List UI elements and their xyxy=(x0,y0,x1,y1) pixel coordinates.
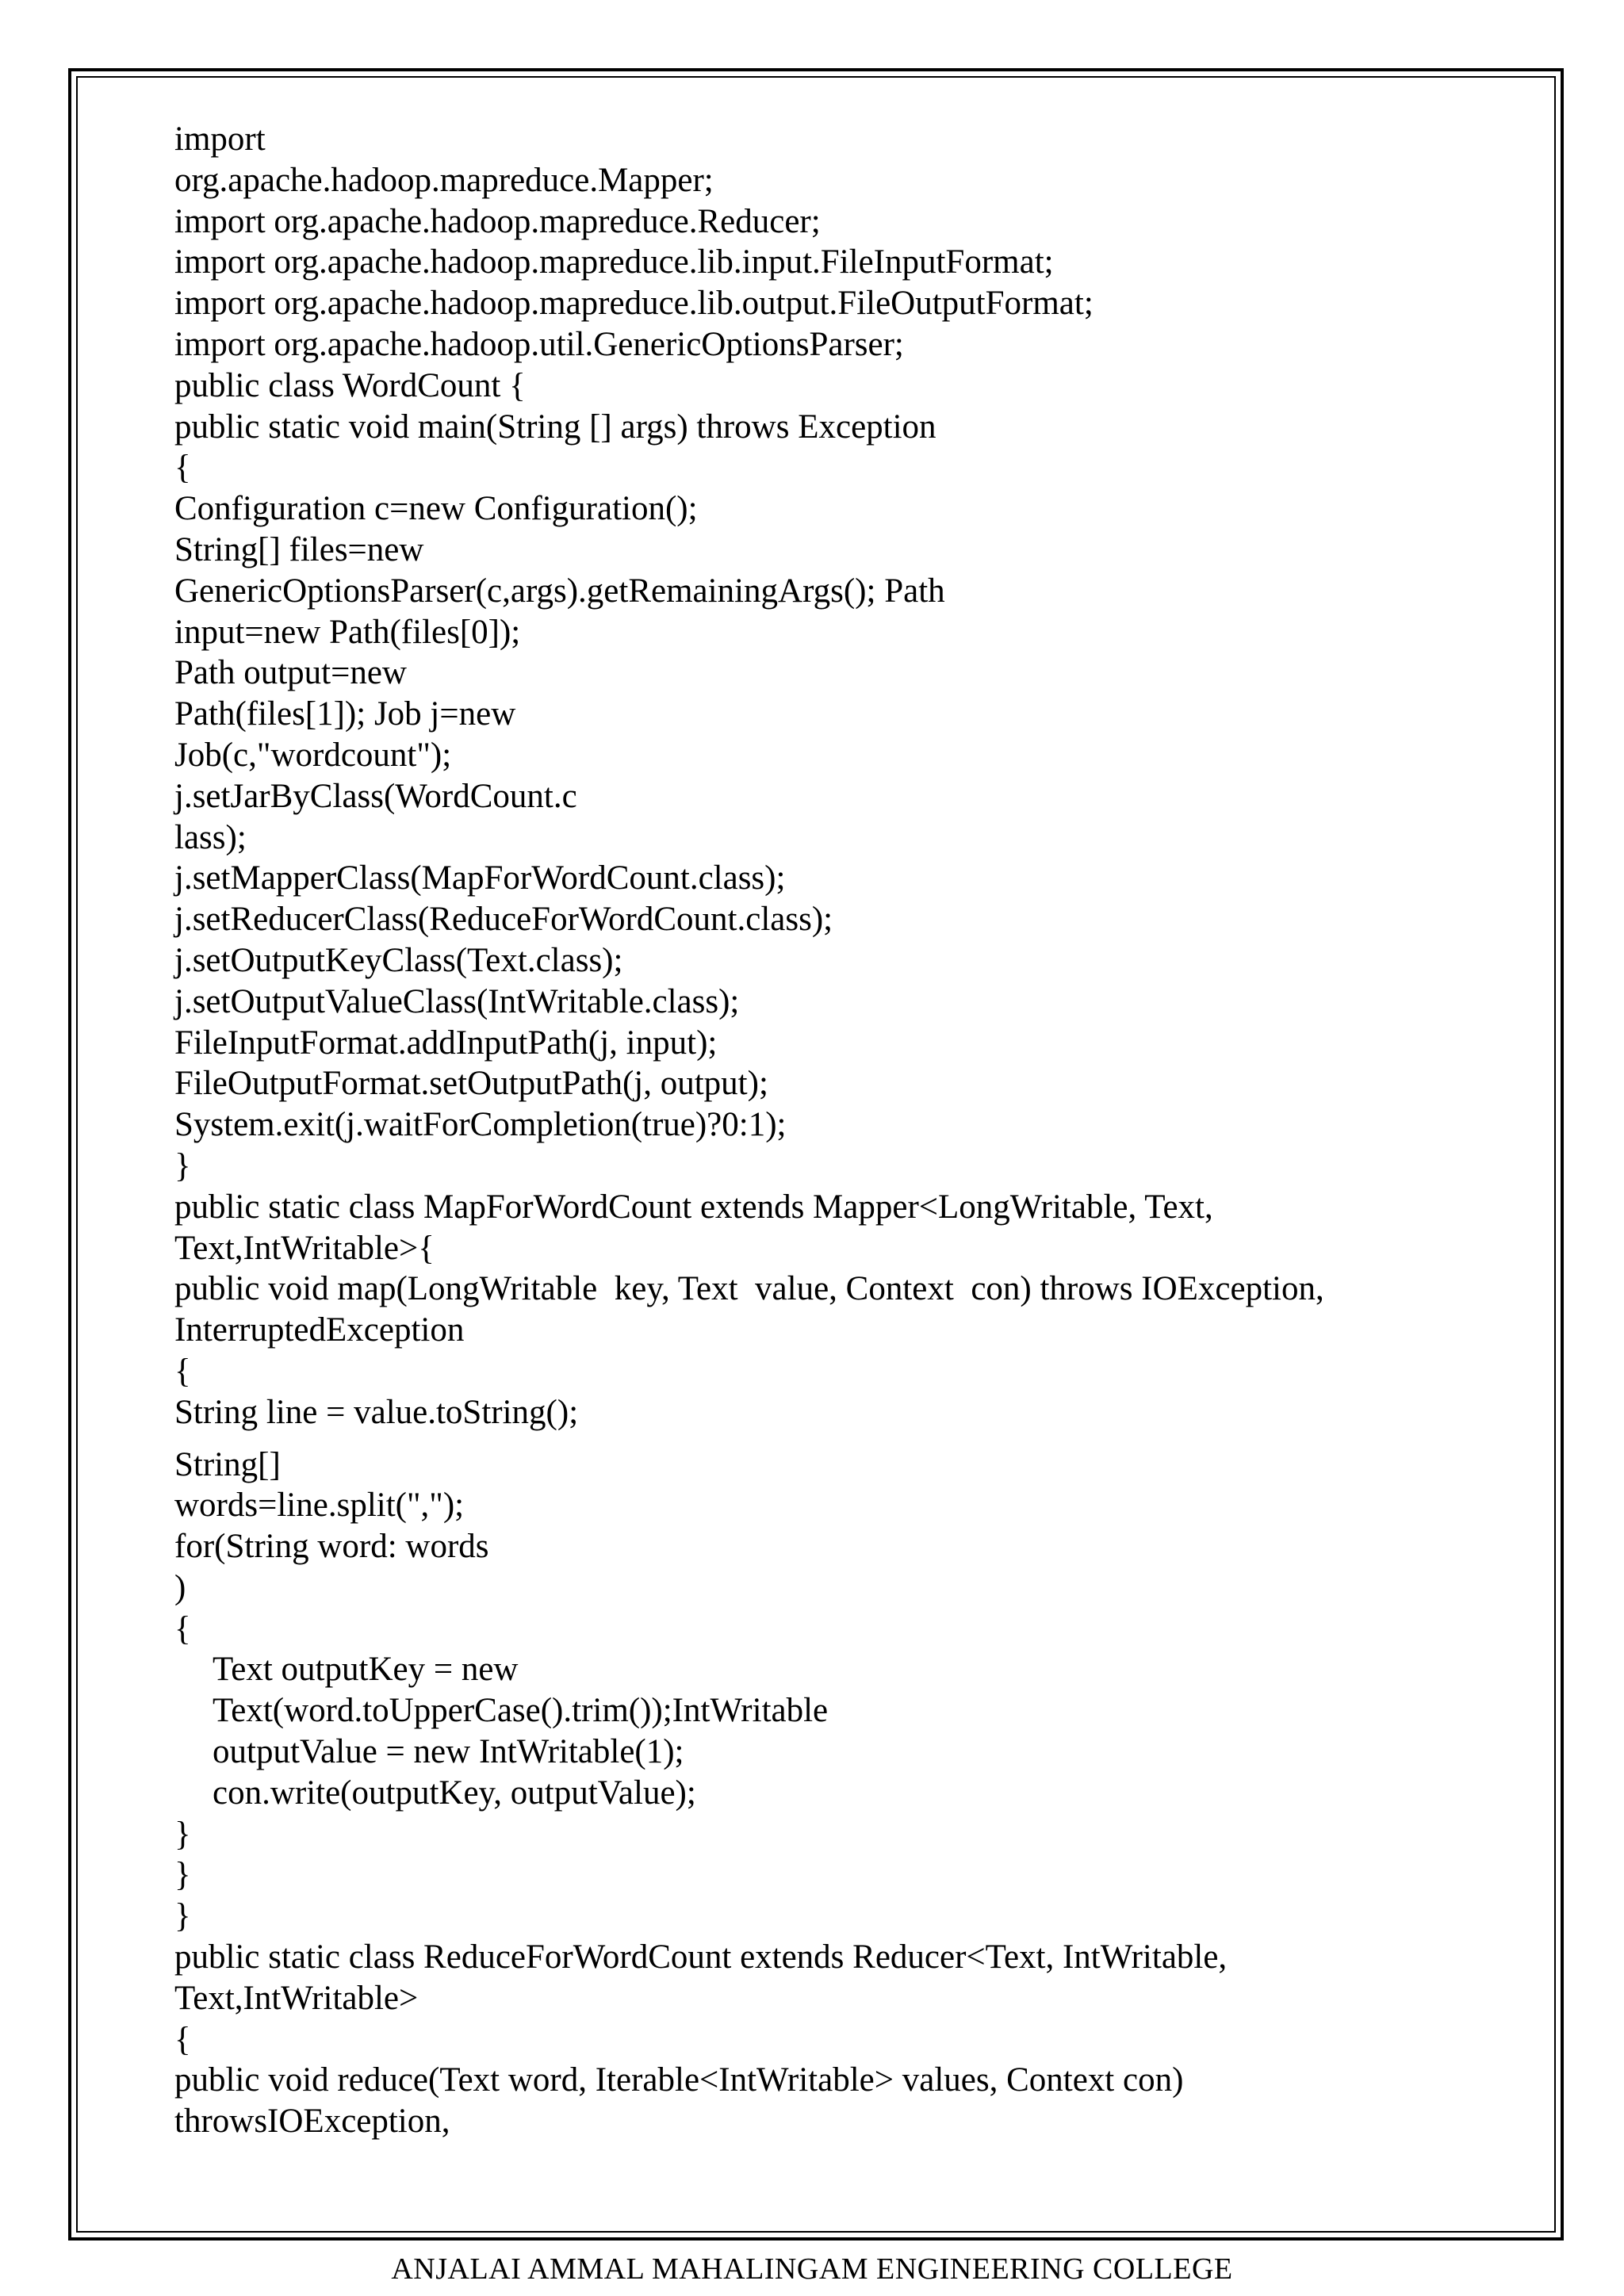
footer-institution-name: ANJALAI AMMAL MAHALINGAM ENGINEERING COLLEGE xyxy=(391,2252,1233,2286)
code-line: } xyxy=(174,1146,191,1184)
code-line: import org.apache.hadoop.mapreduce.lib.input.FileInputFormat; xyxy=(174,243,1054,281)
code-line: Text,IntWritable>{ xyxy=(174,1229,435,1267)
code-line: public static class ReduceForWordCount extends Reducer<Text, IntWritable, xyxy=(174,1938,1228,1976)
code-line: j.setJarByClass(WordCount.c xyxy=(174,777,577,815)
code-line: import org.apache.hadoop.util.GenericOptionsParser; xyxy=(174,325,904,363)
code-line: for(String word: words xyxy=(174,1528,489,1566)
code-line: Job(c,"wordcount"); xyxy=(174,736,452,774)
code-line: Configuration c=new Configuration(); xyxy=(174,490,698,528)
code-line: import org.apache.hadoop.mapreduce.lib.output.FileOutputFormat; xyxy=(174,285,1094,323)
code-line: String[] files=new xyxy=(174,530,424,568)
code-line: words=line.split(","); xyxy=(174,1487,465,1525)
code-line: org.apache.hadoop.mapreduce.Mapper; xyxy=(174,161,714,199)
code-line: GenericOptionsParser(c,args).getRemainingArgs(); Path xyxy=(174,572,945,610)
code-line: ) xyxy=(174,1568,186,1606)
code-line: outputValue = new IntWritable(1); xyxy=(213,1733,684,1771)
code-line: public class WordCount { xyxy=(174,366,526,404)
code-line: throwsIOException, xyxy=(174,2103,450,2141)
code-line: public static void main(String [] args) throws Exception xyxy=(174,408,936,446)
code-line: String[] xyxy=(174,1445,281,1483)
code-line: System.exit(j.waitForCompletion(true)?0:1); xyxy=(174,1106,787,1144)
code-line: } xyxy=(174,1815,191,1853)
code-line: j.setOutputKeyClass(Text.class); xyxy=(174,941,623,979)
code-line: FileInputFormat.addInputPath(j, input); xyxy=(174,1024,718,1062)
code-line: lass); xyxy=(174,818,247,856)
code-line: InterruptedException xyxy=(174,1311,465,1349)
code-line: { xyxy=(174,449,191,487)
code-line: } xyxy=(174,1897,191,1935)
code-line: public void reduce(Text word, Iterable<IntWritable> values, Context con) xyxy=(174,2061,1184,2099)
code-line: con.write(outputKey, outputValue); xyxy=(213,1774,696,1812)
code-line: FileOutputFormat.setOutputPath(j, output); xyxy=(174,1065,768,1103)
code-line: public static class MapForWordCount extends Mapper<LongWritable, Text, xyxy=(174,1188,1213,1226)
code-line: { xyxy=(174,2020,191,2058)
code-line: Text outputKey = new xyxy=(213,1651,519,1689)
code-line: } xyxy=(174,1856,191,1894)
code-line: { xyxy=(174,1352,191,1390)
code-line: j.setMapperClass(MapForWordCount.class); xyxy=(174,859,786,897)
code-line: j.setReducerClass(ReduceForWordCount.class); xyxy=(174,901,833,939)
code-line: Text(word.toUpperCase().trim());IntWritable xyxy=(213,1692,829,1730)
code-line: input=new Path(files[0]); xyxy=(174,613,521,651)
code-line: public void map(LongWritable key, Text value, Context con) throws IOException, xyxy=(174,1270,1324,1308)
code-listing xyxy=(174,119,1522,2142)
code-line: import xyxy=(174,121,266,158)
code-line: String line = value.toString(); xyxy=(174,1393,579,1431)
code-line: j.setOutputValueClass(IntWritable.class); xyxy=(174,982,740,1020)
code-line: Text,IntWritable> xyxy=(174,1979,419,2017)
code-line: { xyxy=(174,1609,191,1647)
code-line: Path output=new xyxy=(174,654,407,692)
code-line: Path(files[1]); Job j=new xyxy=(174,695,516,733)
code-line: import org.apache.hadoop.mapreduce.Reducer; xyxy=(174,202,821,240)
